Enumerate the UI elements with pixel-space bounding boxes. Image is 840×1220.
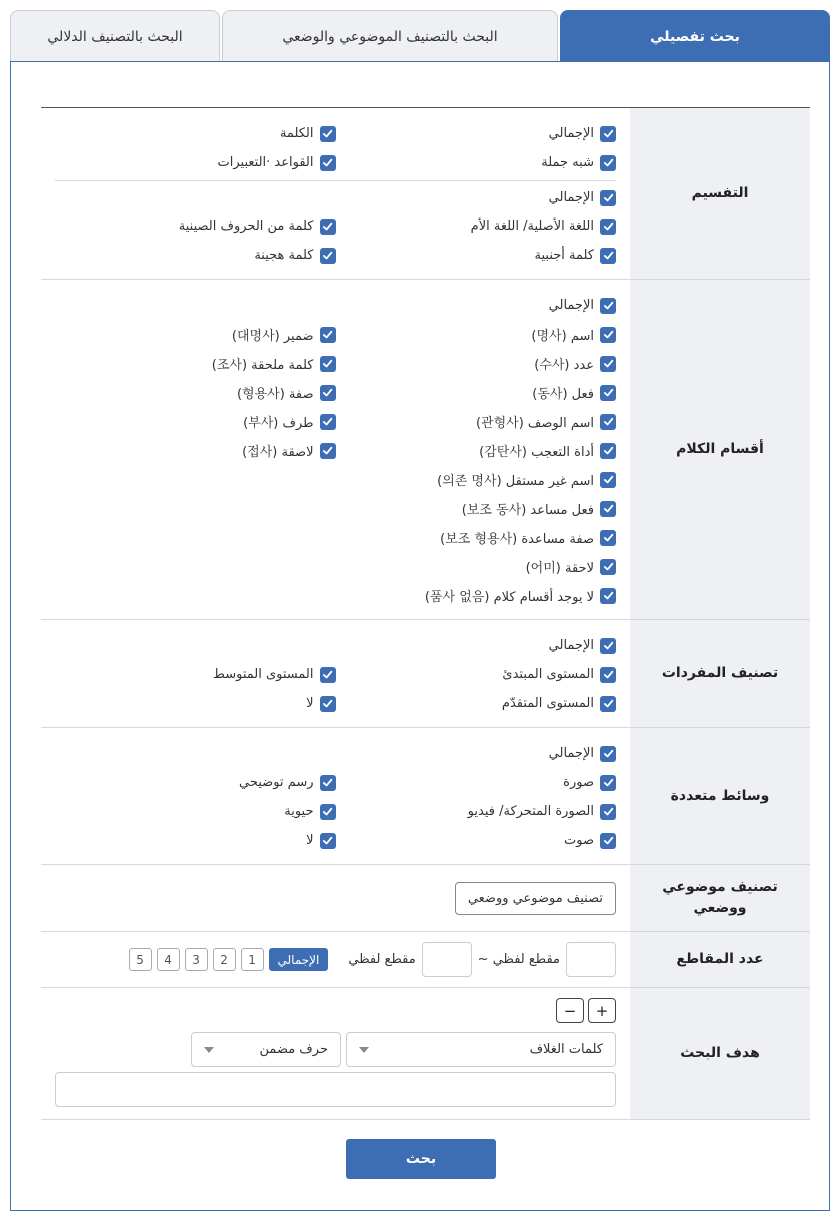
checkbox[interactable] [600, 588, 616, 604]
checkbox[interactable] [600, 530, 616, 546]
add-condition-button[interactable]: + [588, 998, 616, 1023]
checkbox-option [336, 378, 617, 407]
checkbox[interactable] [600, 667, 616, 683]
checkbox-label: صورة [563, 775, 594, 790]
syllable-from-input[interactable] [566, 942, 616, 977]
empty-cell [55, 739, 336, 768]
checkbox[interactable] [600, 414, 616, 430]
checkbox-option [336, 826, 617, 855]
checkbox-option [336, 349, 617, 378]
checkbox[interactable] [600, 219, 616, 235]
checkbox[interactable] [600, 190, 616, 206]
row-search-target [41, 988, 810, 1120]
checkbox-label: اللغة الأصلية/ اللغة الأم [470, 219, 594, 234]
checkbox-option [336, 739, 617, 768]
checkbox-label: الإجمالي [548, 190, 594, 205]
checkbox-label: الإجمالي [548, 638, 594, 653]
syllable-from-label: مقطع لفظي ~ [477, 952, 560, 967]
checkbox[interactable] [320, 696, 336, 712]
checkbox-label: كلمة من الحروف الصينية [178, 219, 314, 234]
checkbox-option [336, 631, 617, 660]
checkbox-label: كلمة أجنبية [534, 248, 594, 263]
checkbox-label: عدد (수사) [534, 358, 594, 373]
checkbox-option [55, 148, 336, 177]
checkbox[interactable] [600, 472, 616, 488]
field-select[interactable] [346, 1032, 616, 1067]
checkbox[interactable] [320, 248, 336, 264]
checkbox[interactable] [600, 804, 616, 820]
checkbox-option [55, 349, 336, 378]
row-label-classification: التفسيم [630, 108, 810, 279]
search-button[interactable]: بحث [346, 1139, 496, 1179]
tab-detailed-search[interactable]: بحث تفصيلي [560, 10, 830, 62]
checkbox-option [55, 378, 336, 407]
checkbox-option [336, 494, 617, 523]
checkbox-option [336, 119, 617, 148]
tab-topical-search[interactable]: البحث بالتصنيف الموضوعي والوضعي [222, 10, 558, 62]
checkbox-option [336, 241, 617, 270]
checkbox-label: لاصقة (접사) [242, 445, 314, 460]
checkbox-option [55, 320, 336, 349]
checkbox-label: المستوى المتوسط [212, 667, 314, 682]
checkbox-option [336, 768, 617, 797]
checkbox-label: كلمة ملحقة (조사) [211, 358, 314, 373]
row-parts-of-speech [41, 280, 810, 620]
checkbox-label: لا يوجد أقسام كلام (품사 없음) [424, 590, 594, 605]
checkbox[interactable] [600, 746, 616, 762]
empty-cell [55, 183, 336, 212]
row-label-topical: تصنيف موضوعي ووضعي [630, 865, 810, 931]
checkbox[interactable] [600, 559, 616, 575]
search-panel [10, 61, 830, 1211]
row-syllables [41, 932, 810, 988]
checkbox[interactable] [320, 667, 336, 683]
checkbox-label: لا [306, 833, 314, 848]
syllable-pill[interactable]: 5 [129, 948, 152, 971]
checkbox-option [55, 768, 336, 797]
checkbox-label: صوت [564, 833, 594, 848]
filter-table [41, 107, 810, 1120]
checkbox-label: اسم غير مستقل (의존 명사) [437, 474, 594, 489]
checkbox-label: المستوى المتقدّم [501, 696, 594, 711]
checkbox-option [55, 241, 336, 270]
checkbox[interactable] [600, 248, 616, 264]
checkbox-label: الصورة المتحركة/ فيديو [467, 804, 594, 819]
checkbox-option [336, 552, 617, 581]
checkbox-label: الكلمة [279, 126, 314, 141]
checkbox-option [55, 407, 336, 436]
topical-select-button[interactable]: تصنيف موضوعي ووضعي [455, 882, 616, 915]
classification-group-2 [55, 183, 616, 270]
checkbox[interactable] [320, 833, 336, 849]
checkbox[interactable] [600, 356, 616, 372]
checkbox-label: رسم توضيحي [239, 775, 314, 790]
checkbox-option [336, 148, 617, 177]
tab-semantic-search[interactable]: البحث بالتصنيف الدلالي [10, 10, 220, 62]
checkbox-label: الإجمالي [548, 746, 594, 761]
checkbox-label: صفة (형용사) [236, 387, 314, 402]
row-topical [41, 865, 810, 932]
row-vocab [41, 620, 810, 728]
checkbox[interactable] [320, 126, 336, 142]
checkbox-label: كلمة هجينة [254, 248, 314, 263]
checkbox-option [55, 660, 336, 689]
checkbox-option [336, 689, 617, 718]
checkbox-option [336, 183, 617, 212]
checkbox[interactable] [320, 414, 336, 430]
checkbox-label: لا [306, 696, 314, 711]
checkbox-option [55, 436, 336, 465]
checkbox[interactable] [320, 356, 336, 372]
checkbox-option [336, 320, 617, 349]
checkbox[interactable] [320, 775, 336, 791]
checkbox-option [55, 689, 336, 718]
row-label-target: هدف البحث [630, 988, 810, 1119]
tab-bar [10, 10, 830, 62]
syllable-pill[interactable]: 4 [157, 948, 180, 971]
syllable-pill-total[interactable]: الإجمالي [269, 948, 329, 971]
syllable-pill[interactable]: 2 [213, 948, 236, 971]
checkbox-option [55, 212, 336, 241]
checkbox-label: الإجمالي [548, 126, 594, 141]
checkbox-option [55, 797, 336, 826]
checkbox[interactable] [320, 327, 336, 343]
checkbox-label: القواعد ·التعبيرات [217, 155, 314, 170]
empty-cell [55, 631, 336, 660]
syllable-pill[interactable]: 3 [185, 948, 208, 971]
checkbox[interactable] [320, 219, 336, 235]
checkbox-label: صفة مساعدة (보조 형용사) [440, 532, 594, 547]
checkbox[interactable] [320, 443, 336, 459]
checkbox[interactable] [600, 327, 616, 343]
checkbox[interactable] [600, 443, 616, 459]
checkbox-option [336, 523, 617, 552]
match-select[interactable] [191, 1032, 341, 1067]
checkbox[interactable] [600, 501, 616, 517]
row-media [41, 728, 810, 865]
checkbox-label: اسم الوصف (관형사) [475, 416, 594, 431]
remove-condition-button[interactable]: − [556, 998, 584, 1023]
checkbox-label: أداة التعجب (감탄사) [479, 445, 594, 460]
row-label-syllables: عدد المقاطع [630, 932, 810, 987]
checkbox[interactable] [600, 155, 616, 171]
checkbox[interactable] [320, 385, 336, 401]
checkbox-option [55, 119, 336, 148]
checkbox-label: ضمير (대명사) [231, 329, 314, 344]
checkbox-option [55, 826, 336, 855]
checkbox-option [336, 581, 617, 610]
checkbox[interactable] [600, 298, 616, 314]
checkbox-label: فعل مساعد (보조 동사) [461, 503, 594, 518]
divider [55, 180, 616, 181]
search-text-input[interactable] [55, 1072, 616, 1107]
checkbox-label: شبه جملة [541, 155, 594, 170]
chevron-down-icon [359, 1047, 369, 1053]
checkbox-option [336, 407, 617, 436]
syllable-pill[interactable]: 1 [241, 948, 264, 971]
checkbox-label: اسم (명사) [531, 329, 594, 344]
checkbox-label: طرف (부사) [243, 416, 314, 431]
row-label-media: وسائط متعددة [630, 728, 810, 864]
checkbox[interactable] [600, 638, 616, 654]
checkbox-option [336, 212, 617, 241]
checkbox[interactable] [320, 155, 336, 171]
checkbox-option [336, 436, 617, 465]
checkbox[interactable] [600, 775, 616, 791]
chevron-down-icon [204, 1047, 214, 1053]
classification-group-1 [55, 119, 616, 177]
checkbox-option [336, 465, 617, 494]
checkbox-label: حيوية [284, 804, 314, 819]
checkbox[interactable] [600, 696, 616, 712]
field-select-value: كلمات الغلاف [529, 1042, 603, 1057]
row-label-pos: أقسام الكلام [630, 280, 810, 619]
checkbox[interactable] [600, 385, 616, 401]
checkbox[interactable] [600, 126, 616, 142]
syllable-to-input[interactable] [422, 942, 472, 977]
syllable-pills [129, 948, 329, 971]
row-classification [41, 108, 810, 280]
syllable-to-label: مقطع لفظي [348, 952, 416, 967]
empty-cell [55, 291, 336, 320]
checkbox-label: لاحقة (어미) [525, 561, 594, 576]
checkbox-label: فعل (동사) [532, 387, 594, 402]
checkbox-label: المستوى المبتدئ [502, 667, 594, 682]
checkbox-option [336, 797, 617, 826]
checkbox-option [336, 660, 617, 689]
checkbox[interactable] [600, 833, 616, 849]
row-label-vocab: تصنيف المفردات [630, 620, 810, 727]
checkbox[interactable] [320, 804, 336, 820]
checkbox-option [336, 291, 617, 320]
checkbox-label: الإجمالي [548, 298, 594, 313]
match-select-value: حرف مضمن [259, 1042, 328, 1057]
